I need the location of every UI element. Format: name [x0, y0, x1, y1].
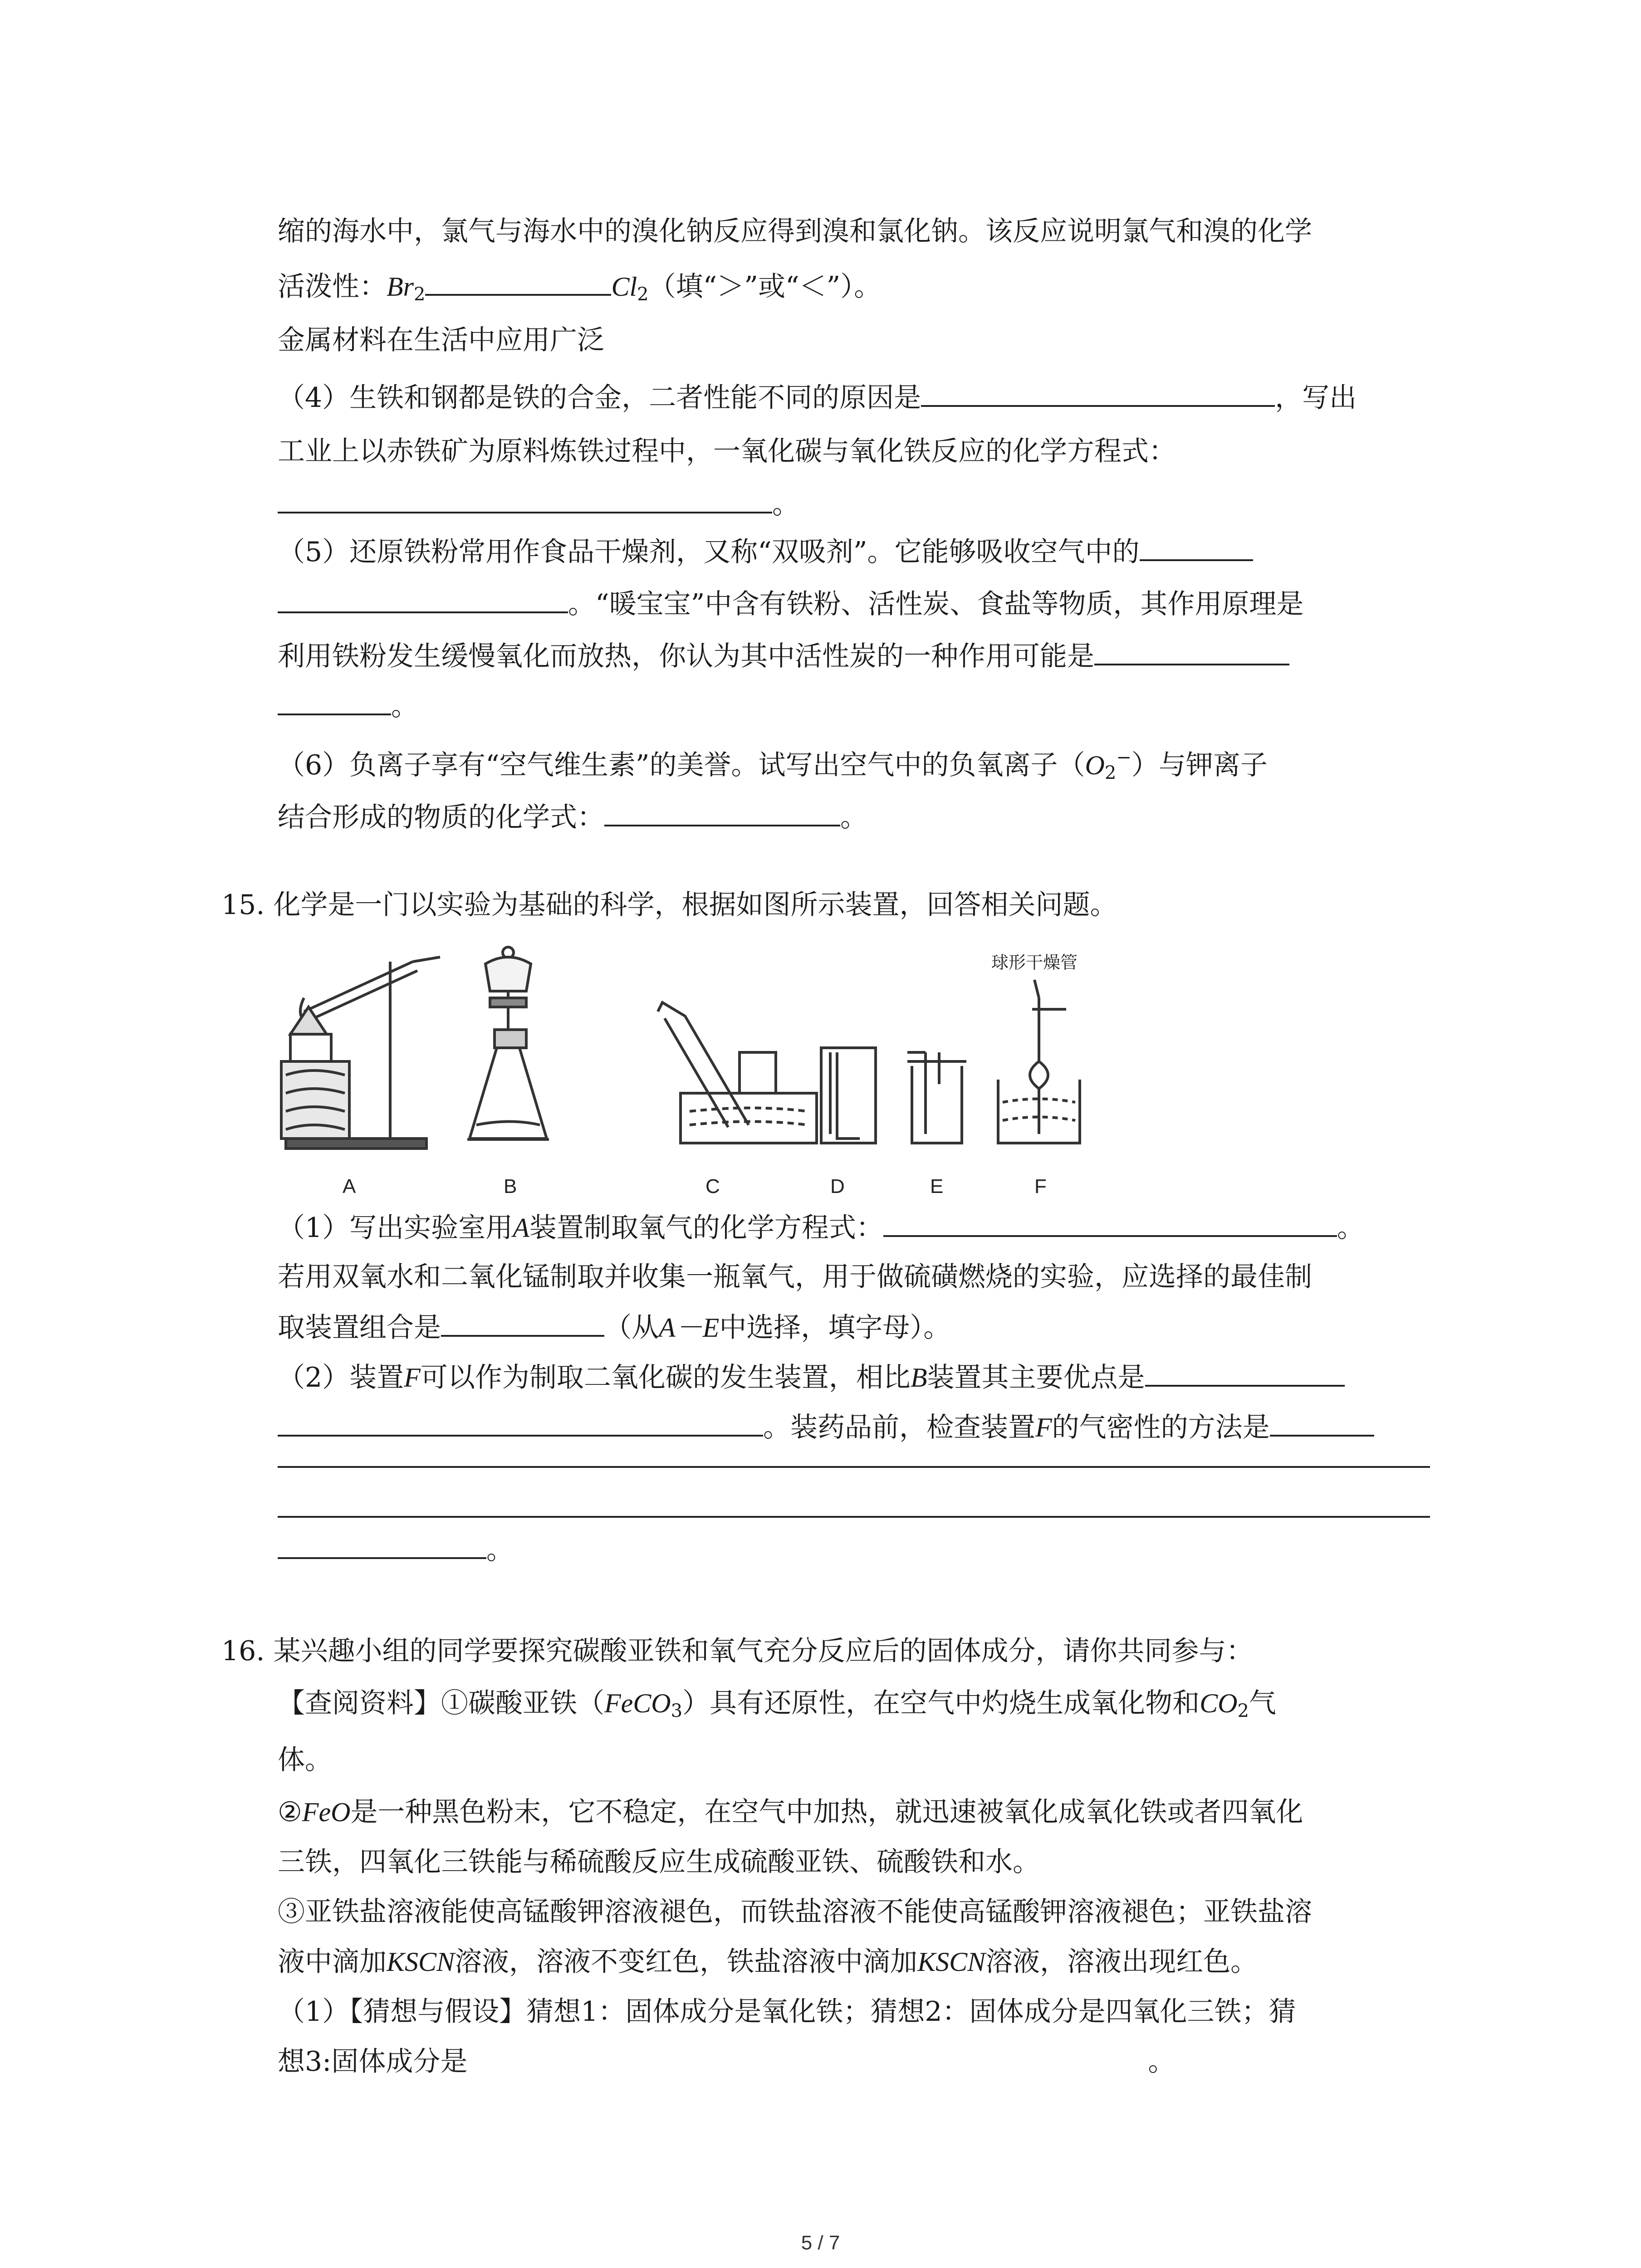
answer-blank-5a[interactable]	[1140, 533, 1253, 561]
apparatus-figure	[277, 943, 1139, 1202]
q14-part4-line-1: （4）生铁和钢都是铁的合金，二者性能不同的原因是 ，写出	[278, 379, 1357, 416]
q16-ref-line-1: 【查阅资料】①碳酸亚铁（FeCO$_3$）具有还原性，在空气中灼烧生成氧化物和$CO_2$气	[278, 1687, 1276, 1721]
apparatus-f	[998, 980, 1080, 1143]
q15-part1-line-3: 取装置组合是 （从A－E中选择，填字母）。	[278, 1309, 950, 1346]
q16-hypothesis-line-1: （1）【猜想与假设】猜想1：固体成分是氧化铁；猜想2：固体成分是四氧化三铁；猜	[278, 1996, 1296, 2028]
q15-part1-line-2: 若用双氧水和二氧化锰制取并收集一瓶氧气，用于做硫磺燃烧的实验，应选择的最佳制	[278, 1261, 1312, 1293]
answer-blank-15-2c[interactable]	[1270, 1408, 1374, 1437]
answer-rule-15-a[interactable]	[278, 1466, 1430, 1468]
answer-blank-15-2d[interactable]	[278, 1531, 486, 1559]
label-D: D	[830, 1175, 845, 1198]
q14-part5-line-4: 。	[278, 687, 418, 724]
q15-part1-line-1: （1）写出实验室用A装置制取氧气的化学方程式： 。	[278, 1209, 1364, 1246]
answer-blank-15-2b[interactable]	[278, 1408, 763, 1437]
answer-blank-15-1b[interactable]	[441, 1309, 604, 1337]
q15-part2-line-2: 。装药品前，检查装置F的气密性的方法是	[278, 1408, 1374, 1446]
answer-blank-15-2a[interactable]	[1145, 1359, 1345, 1387]
label-B: B	[504, 1175, 517, 1198]
q15-part2-line-5: 。	[278, 1531, 514, 1568]
label-F: F	[1034, 1175, 1047, 1198]
apparatus-e	[907, 1052, 966, 1143]
answer-blank-5b[interactable]	[278, 585, 568, 613]
q16-ref-line-5: ③亚铁盐溶液能使高锰酸钾溶液褪色，而铁盐溶液不能使高锰酸钾溶液褪色；亚铁盐溶	[278, 1896, 1312, 1928]
q15-stem: 15. 化学是一门以实验为基础的科学，根据如图所示装置，回答相关问题。	[221, 889, 1117, 921]
answer-blank-activity[interactable]	[425, 268, 611, 296]
q15-part2-line-1: （2）装置F可以作为制取二氧化碳的发生装置，相比B装置其主要优点是	[278, 1359, 1345, 1396]
q16-ref-line-3: ②FeO是一种黑色粉末，它不稳定，在空气中加热，就迅速被氧化成氧化铁或者四氧化	[278, 1796, 1303, 1828]
label-E: E	[930, 1175, 944, 1198]
answer-blank-5c[interactable]	[1094, 637, 1289, 665]
answer-blank-4b[interactable]	[278, 485, 772, 513]
q16-ref-line-6: 液中滴加KSCN溶液，溶液不变红色，铁盐溶液中滴加KSCN溶液，溶液出现红色。	[278, 1946, 1258, 1978]
answer-blank-6[interactable]	[604, 798, 840, 826]
q16-ref-line-4: 三铁，四氧化三铁能与稀硫酸反应生成硫酸亚铁、硫酸铁和水。	[278, 1846, 1040, 1878]
q14-line-3: 金属材料在生活中应用广泛	[278, 324, 604, 356]
q16-stem: 16. 某兴趣小组的同学要探究碳酸亚铁和氧气充分反应后的固体成分，请你共同参与：	[221, 1635, 1254, 1667]
q14-line-2: 活泼性：$Br_2$ $Cl_2$（填“＞”或“＜”）。	[278, 268, 881, 313]
apparatus-b	[467, 947, 549, 1139]
answer-rule-15-b[interactable]	[278, 1516, 1430, 1518]
apparatus-d	[821, 1048, 876, 1143]
q14-part4-line-3: 。	[278, 485, 799, 523]
label-A: A	[343, 1175, 356, 1198]
answer-blank-5d[interactable]	[278, 687, 391, 715]
q16-ref-line-2: 体。	[278, 1744, 332, 1776]
q14-part5-line-3: 利用铁粉发生缓慢氧化而放热，你认为其中活性炭的一种作用可能是	[278, 637, 1289, 675]
q14-part5-line-2: 。“暖宝宝”中含有铁粉、活性炭、食盐等物质，其作用原理是	[278, 585, 1303, 622]
q14-part6-line-2: 结合形成的物质的化学式： 。	[278, 798, 867, 836]
q14-part4-line-2: 工业上以赤铁矿为原料炼铁过程中，一氧化碳与氧化铁反应的化学方程式：	[278, 435, 1176, 467]
answer-blank-15-1a[interactable]	[883, 1209, 1337, 1237]
q14-part6-line-1: （6）负离子享有“空气维生素”的美誉。试写出空气中的负氧离子$(O_2^-)$与钾离子	[278, 747, 1268, 783]
q16-hypothesis-line-2: 想3:固体成分是 。	[278, 2046, 1176, 2077]
page-number: 5 / 7	[801, 2232, 840, 2254]
answer-blank-4a[interactable]	[921, 379, 1275, 407]
q14-line-1: 缩的海水中，氯气与海水中的溴化钠反应得到溴和氯化钠。该反应说明氯气和溴的化学	[278, 215, 1312, 247]
label-C: C	[705, 1175, 720, 1198]
apparatus-c	[658, 1002, 817, 1143]
apparatus-a	[281, 957, 440, 1149]
q14-part5-line-1: （5）还原铁粉常用作食品干燥剂，又称“双吸剂”。它能够吸收空气中的	[278, 533, 1253, 570]
callout-drying-tube: 球形干燥管	[991, 953, 1078, 973]
